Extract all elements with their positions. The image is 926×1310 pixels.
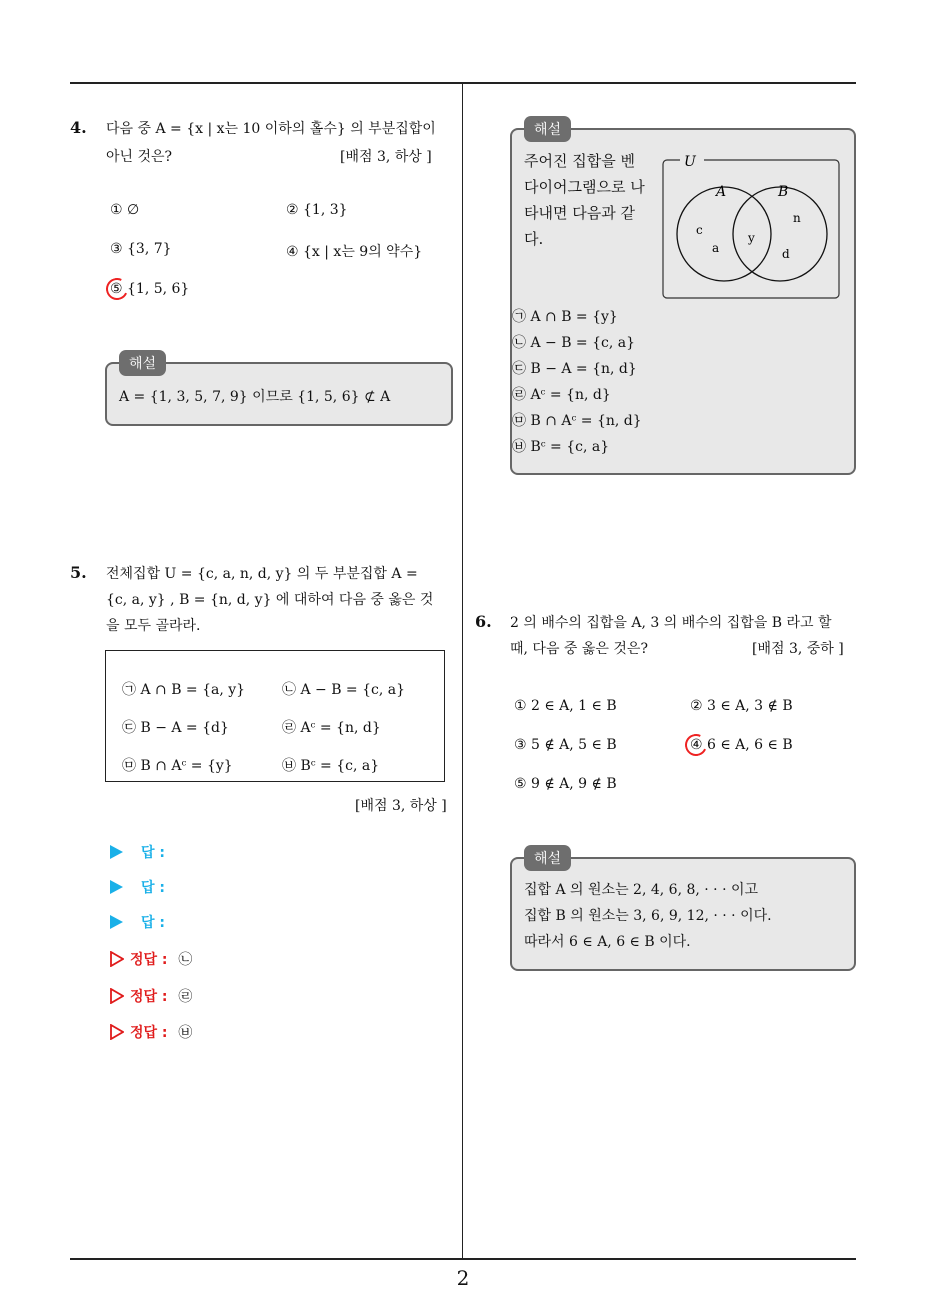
correct-answer-line-2 bbox=[110, 986, 192, 1006]
q5-explanation-line-6: ㉥ Bᶜ = {c, a} bbox=[512, 439, 610, 455]
correct-answer-line-3 bbox=[110, 1022, 192, 1042]
q5-item-6: ㉥ Bᶜ = {c, a} bbox=[282, 758, 380, 774]
page-number: 2 bbox=[456, 1266, 470, 1290]
venn-element: c bbox=[696, 223, 703, 237]
q6-option-2[interactable]: ② 3 ∈ A, 3 ∉ B bbox=[690, 698, 793, 714]
q6-explanation-line-2: 집합 B 의 원소는 3, 6, 9, 12, · · · 이다. bbox=[524, 908, 772, 924]
q5-explanation-box bbox=[510, 122, 856, 475]
question-5-number: 5. bbox=[70, 563, 87, 582]
question-6-score: [배점 3, 중하 ] bbox=[752, 641, 844, 657]
correct-label: 정답 : bbox=[130, 989, 168, 1005]
answer-line-2[interactable] bbox=[110, 877, 165, 897]
question-5-text-line3: 을 모두 골라라. bbox=[106, 618, 201, 634]
q5-explanation-line-1: ㉠ A ∩ B = {y} bbox=[512, 309, 618, 325]
question-4-text-line1: 다음 중 A = {x | x는 10 이하의 홀수} 의 부분집합이 bbox=[106, 121, 436, 137]
q4-option-4[interactable]: ④ {x | x는 9의 약수} bbox=[286, 244, 423, 260]
question-5-score: [배점 3, 하상 ] bbox=[355, 798, 447, 814]
q5-explanation-intro-1: 주어진 집합을 벤 bbox=[524, 152, 635, 170]
q6-explanation-line-3: 따라서 6 ∈ A, 6 ∈ B 이다. bbox=[524, 934, 691, 950]
correct-arrow-icon bbox=[110, 951, 124, 967]
question-4-number: 4. bbox=[70, 118, 87, 137]
venn-universe-label: U bbox=[684, 154, 696, 170]
q4-option-3[interactable]: ③ {3, 7} bbox=[110, 241, 172, 257]
q4-explanation-box bbox=[105, 356, 453, 426]
q5-explanation-line-2: ㉡ A − B = {c, a} bbox=[512, 335, 636, 351]
q6-option-5[interactable]: ⑤ 9 ∉ A, 9 ∉ B bbox=[514, 776, 617, 792]
q5-item-3: ㉢ B − A = {d} bbox=[122, 720, 229, 736]
answer-circle-mark bbox=[682, 731, 710, 759]
bottom-rule bbox=[70, 1258, 856, 1260]
venn-diagram bbox=[662, 152, 842, 300]
q6-option-4[interactable]: ④ 6 ∈ A, 6 ∈ B bbox=[690, 737, 793, 753]
q5-item-4: ㉣ Aᶜ = {n, d} bbox=[282, 720, 381, 736]
q4-option-1[interactable]: ① ∅ bbox=[110, 202, 140, 218]
q6-explanation-box bbox=[510, 851, 856, 971]
venn-element: a bbox=[712, 241, 720, 255]
answer-arrow-icon bbox=[110, 880, 123, 894]
question-5-text-line1: 전체집합 U = {c, a, n, d, y} 의 두 부분집합 A = bbox=[106, 566, 418, 582]
correct-label: 정답 : bbox=[130, 1025, 168, 1041]
q5-explanation-intro-3: 타내면 다음과 같 bbox=[524, 204, 635, 222]
q6-explanation-line-1: 집합 A 의 원소는 2, 4, 6, 8, · · · 이고 bbox=[524, 882, 759, 898]
correct-answer-line-1 bbox=[110, 949, 192, 969]
q4-explanation-text: A = {1, 3, 5, 7, 9} 이므로 {1, 5, 6} ⊄ A bbox=[119, 389, 391, 405]
column-divider bbox=[462, 84, 463, 1258]
venn-a-label: A bbox=[716, 184, 727, 200]
answer-circle-mark bbox=[103, 275, 131, 303]
q4-option-2[interactable]: ② {1, 3} bbox=[286, 202, 348, 218]
q5-item-5: ㉤ B ∩ Aᶜ = {y} bbox=[122, 758, 233, 774]
venn-element: n bbox=[793, 211, 801, 225]
q5-explanation-tag: 해설 bbox=[524, 116, 571, 142]
q6-explanation-tag: 해설 bbox=[524, 845, 571, 871]
correct-answer-value: ㉡ bbox=[178, 952, 193, 968]
venn-b-label: B bbox=[778, 184, 789, 200]
q6-option-3[interactable]: ③ 5 ∉ A, 5 ∈ B bbox=[514, 737, 617, 753]
answer-arrow-icon bbox=[110, 915, 123, 929]
correct-answer-value: ㉥ bbox=[178, 1025, 193, 1041]
q5-condition-box bbox=[105, 650, 445, 782]
q5-explanation-intro-2: 다이어그램으로 나 bbox=[524, 178, 645, 196]
q5-explanation-line-5: ㉤ B ∩ Aᶜ = {n, d} bbox=[512, 413, 642, 429]
q5-item-2: ㉡ A − B = {c, a} bbox=[282, 682, 406, 698]
answer-line-3[interactable] bbox=[110, 912, 165, 932]
answer-line-1[interactable] bbox=[110, 842, 165, 862]
venn-element: y bbox=[748, 231, 755, 245]
top-rule bbox=[70, 82, 856, 84]
question-6-text-line2: 때, 다음 중 옳은 것은? bbox=[510, 641, 648, 657]
correct-arrow-icon bbox=[110, 988, 124, 1004]
q5-explanation-intro-4: 다. bbox=[524, 230, 544, 248]
answer-label: 답 : bbox=[141, 845, 165, 861]
question-5-text-line2: {c, a, y} , B = {n, d, y} 에 대하여 다음 중 옳은 것 bbox=[106, 592, 434, 608]
correct-answer-value: ㉣ bbox=[178, 989, 193, 1005]
question-6-number: 6. bbox=[475, 612, 492, 631]
q6-option-1[interactable]: ① 2 ∈ A, 1 ∈ B bbox=[514, 698, 617, 714]
question-4-text-line2: 아닌 것은? bbox=[106, 149, 173, 165]
answer-label: 답 : bbox=[141, 915, 165, 931]
correct-label: 정답 : bbox=[130, 952, 168, 968]
answer-label: 답 : bbox=[141, 880, 165, 896]
q4-explanation-tag: 해설 bbox=[119, 350, 166, 376]
q5-explanation-line-3: ㉢ B − A = {n, d} bbox=[512, 361, 637, 377]
q5-explanation-line-4: ㉣ Aᶜ = {n, d} bbox=[512, 387, 611, 403]
question-6-text-line1: 2 의 배수의 집합을 A, 3 의 배수의 집합을 B 라고 할 bbox=[510, 615, 832, 631]
venn-element: d bbox=[782, 247, 790, 261]
q5-item-1: ㉠ A ∩ B = {a, y} bbox=[122, 682, 246, 698]
q4-option-5[interactable]: ⑤ {1, 5, 6} bbox=[110, 281, 190, 297]
question-4-score: [배점 3, 하상 ] bbox=[340, 149, 432, 165]
answer-arrow-icon bbox=[110, 845, 123, 859]
correct-arrow-icon bbox=[110, 1024, 124, 1040]
